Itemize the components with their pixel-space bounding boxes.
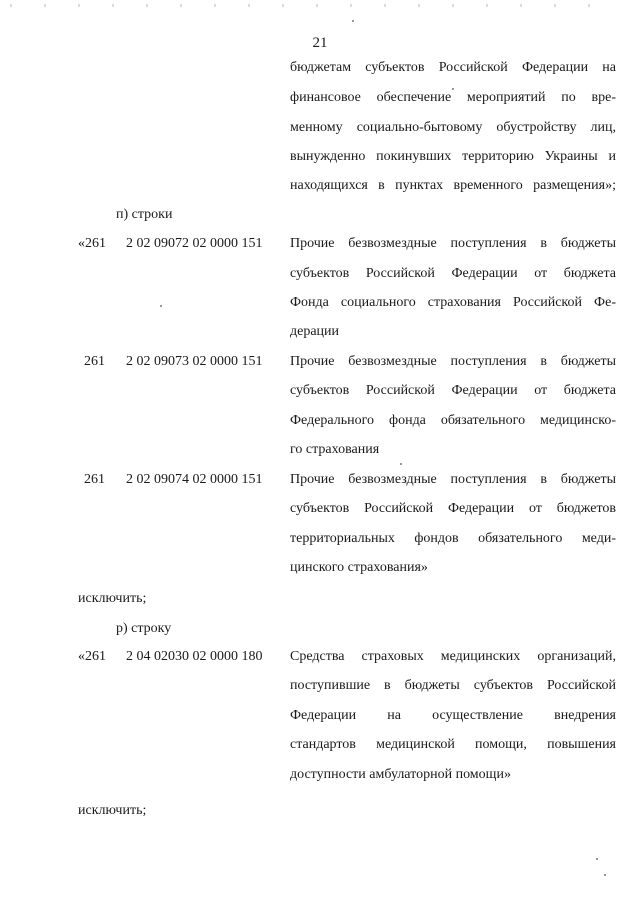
row-text-line: Прочие безвозмездные поступления в бюджеты — [290, 354, 616, 369]
scan-speck — [160, 305, 162, 307]
row-text-line: Федерации на осуществление внедрения — [290, 708, 616, 723]
intro-line: менному социально-бытовому обустройству лиц, — [290, 120, 616, 135]
row-text-line: субъектов Российской Федерации от бюджетов — [290, 501, 616, 516]
section-r-label: р) строку — [116, 621, 172, 636]
row-text-line: субъектов Российской Федерации от бюджета — [290, 266, 616, 281]
row-text-line: Средства страховых медицинских организаций, — [290, 649, 616, 664]
row-text-line: Федерального фонда обязательного медицинско- — [290, 413, 616, 428]
intro-line: финансовое обеспечение мероприятий по вре- — [290, 90, 616, 105]
classification-code: 2 02 09072 02 0000 151 — [126, 236, 263, 251]
row-text-line: стандартов медицинской помощи, повышения — [290, 737, 616, 752]
scan-noise-strip — [10, 4, 610, 7]
row-text-line: цинского страхования» — [290, 560, 428, 575]
row-text-line: поступившие в бюджеты субъектов Российской — [290, 678, 616, 693]
row-text-line: Фонда социального страхования Российской Фе- — [290, 295, 616, 310]
row-text-line: территориальных фондов обязательного меди- — [290, 531, 616, 546]
classification-code: 2 02 09074 02 0000 151 — [126, 472, 263, 487]
exclude-instruction: исключить; — [78, 803, 147, 818]
admin-code: 261 — [84, 354, 105, 369]
intro-line: бюджетам субъектов Российской Федерации на — [290, 60, 616, 75]
page-number: 21 — [312, 35, 328, 51]
row-text-line: доступности амбулаторной помощи» — [290, 767, 511, 782]
admin-code: «261 — [78, 236, 106, 251]
admin-code: «261 — [78, 649, 106, 664]
row-text-line: го страхования — [290, 442, 380, 457]
row-text-line: Прочие безвозмездные поступления в бюджеты — [290, 236, 616, 251]
section-p-label: п) строки — [116, 207, 173, 222]
admin-code: 261 — [84, 472, 105, 487]
scan-speck — [352, 20, 354, 22]
scan-speck — [604, 874, 606, 876]
scan-speck — [452, 88, 454, 90]
scan-speck — [596, 858, 598, 860]
intro-line: находящихся в пунктах временного размещения»; — [290, 178, 616, 193]
intro-line: вынужденно покинувших территорию Украины и — [290, 149, 616, 164]
row-text-line: Прочие безвозмездные поступления в бюджеты — [290, 472, 616, 487]
scan-speck — [400, 463, 402, 465]
classification-code: 2 04 02030 02 0000 180 — [126, 649, 263, 664]
classification-code: 2 02 09073 02 0000 151 — [126, 354, 263, 369]
row-text-line: дерации — [290, 324, 340, 339]
row-text-line: субъектов Российской Федерации от бюджета — [290, 383, 616, 398]
exclude-instruction: исключить; — [78, 591, 147, 606]
